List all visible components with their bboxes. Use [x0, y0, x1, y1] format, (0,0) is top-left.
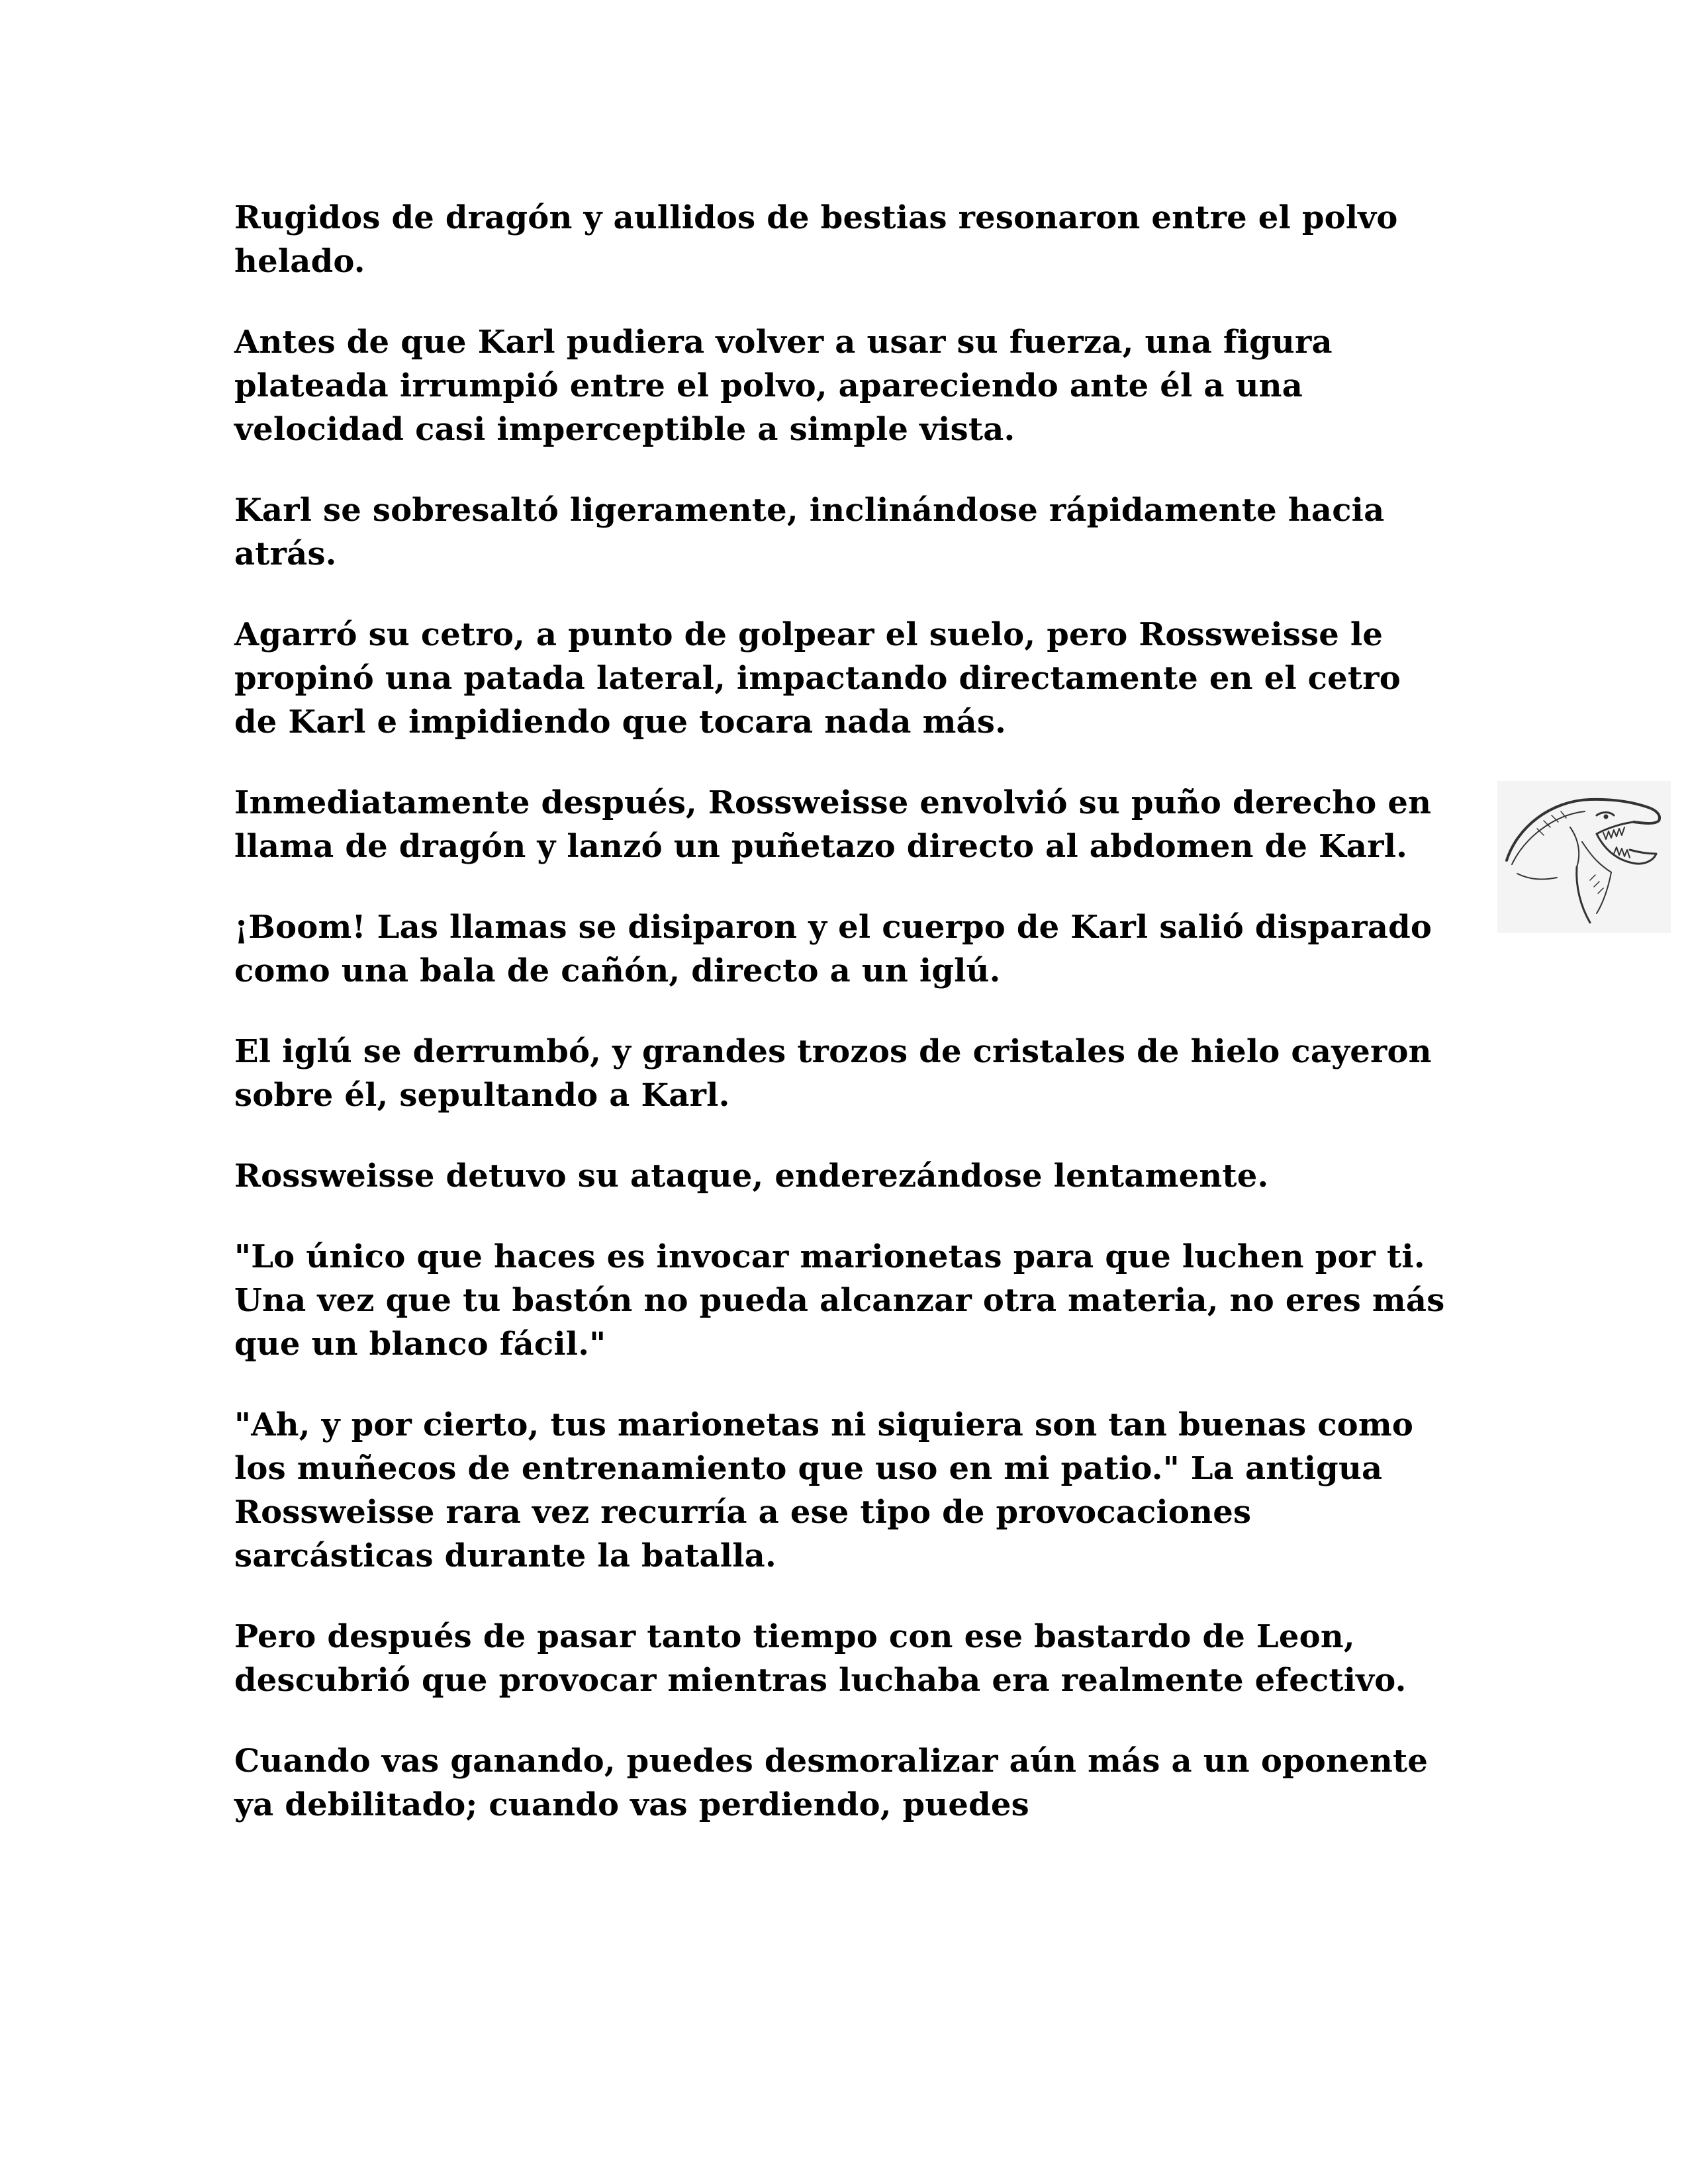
paragraph: Inmediatamente después, Rossweisse envolvió su puño derecho en llama de dragón y lanzó un puñetazo directo al abdomen de Karl.	[234, 784, 1432, 865]
paragraph: Cuando vas ganando, puedes desmoralizar aún más a un oponente ya debilitado; cuando vas perdiendo, puedes	[234, 1743, 1429, 1823]
paragraph: El iglú se derrumbó, y grandes trozos de cristales de hielo cayeron sobre él, sepultando a Karl.	[234, 1033, 1432, 1114]
paragraph: Agarró su cetro, a punto de golpear el suelo, pero Rossweisse le propinó una patada lateral, impactando directamente en el cetro de Karl e impidiendo que tocara nada más.	[234, 616, 1401, 741]
paragraph: Rossweisse detuvo su ataque, enderezándose lentamente.	[234, 1158, 1269, 1195]
paragraph: Antes de que Karl pudiera volver a usar su fuerza, una figura plateada irrumpió entre el polvo, apareciendo ante él a una velocidad casi imperceptible a simple vista.	[234, 324, 1333, 448]
paragraph: "Lo único que haces es invocar marionetas para que luchen por ti. Una vez que tu bastón no pueda alcanzar otra materia, no eres más que un blanco fácil."	[234, 1238, 1445, 1363]
paragraph: Karl se sobresaltó ligeramente, inclinándose rápidamente hacia atrás.	[234, 492, 1385, 572]
paragraph: "Ah, y por cierto, tus marionetas ni siquiera son tan buenas como los muñecos de entrenamiento que uso en mi patio." La antigua Rossweisse rara vez recurría a ese tipo de provocaciones sarcásticas durante la batalla.	[234, 1406, 1414, 1574]
paragraph: Pero después de pasar tanto tiempo con ese bastardo de Leon, descubrió que provocar mientras luchaba era realmente efectivo.	[234, 1618, 1407, 1699]
paragraph: ¡Boom! Las llamas se disiparon y el cuerpo de Karl salió disparado como una bala de cañón, directo a un iglú.	[234, 909, 1432, 989]
body-text	[234, 196, 1452, 1827]
paragraph: Rugidos de dragón y aullidos de bestias resonaron entre el polvo helado.	[234, 199, 1398, 280]
dinosaur-head-sketch-icon	[1497, 781, 1671, 933]
